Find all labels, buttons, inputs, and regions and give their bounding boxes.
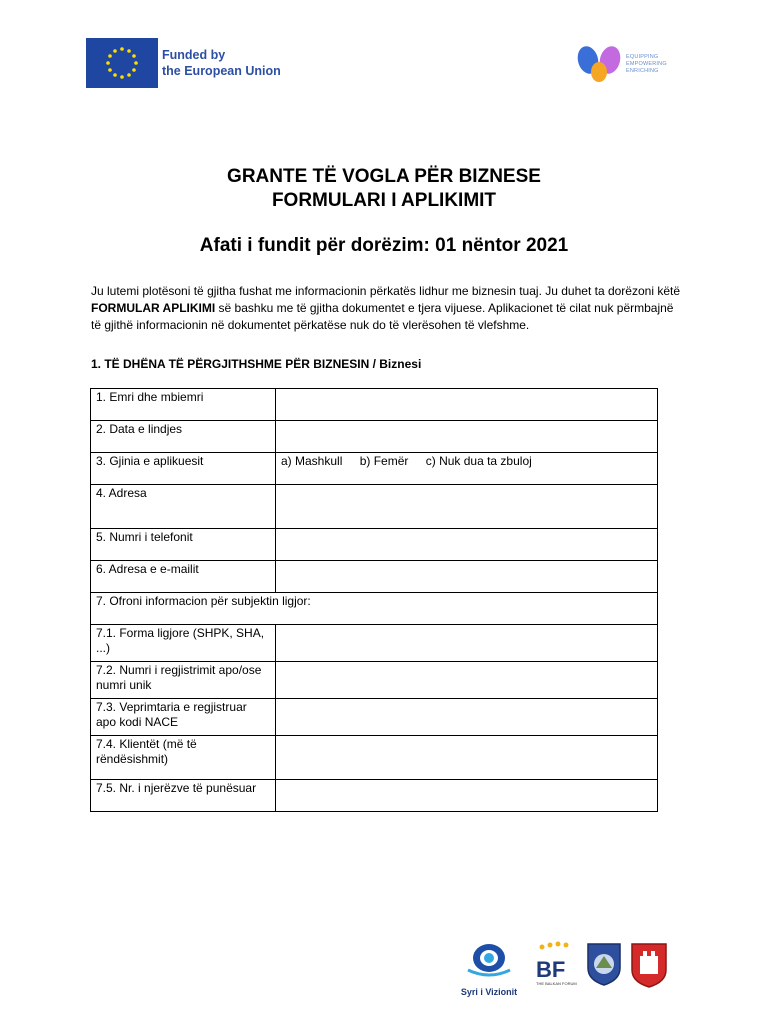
document-title-line2: FORMULARI I APLIKIMIT [271,190,497,211]
butterfly-logo-icon [576,44,624,84]
field-phone[interactable] [276,529,658,561]
label-email: 6. Adresa e e-mailit [91,561,276,593]
label-name: 1. Emri dhe mbiemri [91,389,276,421]
table-row [91,453,658,485]
eu-logo-text-line2: the European Union [162,64,281,78]
gender-option-female[interactable]: b) Femër [359,454,409,468]
section-heading [91,357,421,371]
business-info-table [90,388,658,812]
label-employees: 7.5. Nr. i njerëzve të punësuar [91,780,276,812]
field-reg-number[interactable] [276,662,658,699]
syri-i-vizionit-logo [454,940,524,996]
table-row [91,529,658,561]
label-legal-form: 7.1. Forma ligjore (SHPK, SHA, ...) [91,625,276,662]
document-title-line1: GRANTE TË VOGLA PËR BIZNESE [227,166,541,187]
table-row [91,662,658,699]
table-row [91,625,658,662]
municipal-emblem-2-icon [630,942,668,993]
field-activity[interactable] [276,699,658,736]
field-email[interactable] [276,561,658,593]
field-gender [276,453,658,485]
field-name[interactable] [276,389,658,421]
eu-funding-logo [86,38,281,88]
label-clients: 7.4. Klientët (më të rëndësishmit) [91,736,276,780]
section-heading-suffix: / Biznesi [369,357,422,371]
label-dob: 2. Data e lindjes [91,421,276,453]
intro-paragraph [91,283,681,334]
submission-deadline: Afati i fundit për dorëzim: 01 nëntor 2021 [199,235,569,256]
table-row [91,389,658,421]
field-clients[interactable] [276,736,658,780]
partner-logo [576,44,667,84]
eu-flag-icon [86,38,158,88]
intro-part1: Ju lutemi plotësoni të gjitha fushat me informacionin përkatës lidhur me biznesin tuaj. Ju duhet ta dorëzoni këtë [91,284,680,298]
label-gender: 3. Gjinia e aplikuesit [91,453,276,485]
table-row [91,736,658,780]
eye-logo-icon [454,940,524,980]
table-row [91,561,658,593]
table-row [91,699,658,736]
stars-icon [536,940,578,954]
label-phone: 5. Numri i telefonit [91,529,276,561]
bf-logo-subtext: THE BALKAN FORUM [536,981,577,986]
table-row [91,421,658,453]
table-row [91,780,658,812]
gender-option-male[interactable]: a) Mashkull [281,454,343,468]
field-employees[interactable] [276,780,658,812]
municipal-emblem-1-icon [586,942,622,991]
field-dob[interactable] [276,421,658,453]
label-address: 4. Adresa [91,485,276,529]
balkan-forum-logo [536,940,578,992]
field-address[interactable] [276,485,658,529]
partner-tagline-1: EQUIPPING [626,53,659,60]
field-legal-form[interactable] [276,625,658,662]
eu-logo-text-line1: Funded by [162,48,226,62]
partner-tagline-2: EMPOWERING [626,60,667,67]
bf-logo-text: BF [536,957,566,982]
partner-tagline-3: ENRICHING [626,67,659,74]
label-activity: 7.3. Veprimtaria e regjistruar apo kodi NACE [91,699,276,736]
label-legal-entity: 7. Ofroni informacion për subjektin ligjor: [91,593,658,625]
section-heading-main: 1. TË DHËNA TË PËRGJITHSHME PËR BIZNESIN [91,357,370,371]
table-row [91,485,658,529]
gender-option-undisclosed[interactable]: c) Nuk dua ta zbuloj [425,454,532,468]
table-row [91,593,658,625]
syri-logo-text: Syri i Vizionit [460,987,518,997]
label-reg-number: 7.2. Numri i regjistrimit apo/ose numri unik [91,662,276,699]
intro-part2: së bashku me të gjitha dokumentet e tjera vijuese. Aplikacionet të cilat nuk përmbajnë të gjithë informacionin në dokumentet përkatëse nuk do të vlerësohen të vlefshme. [91,301,674,332]
intro-bold: FORMULAR APLIKIMI [91,301,216,315]
